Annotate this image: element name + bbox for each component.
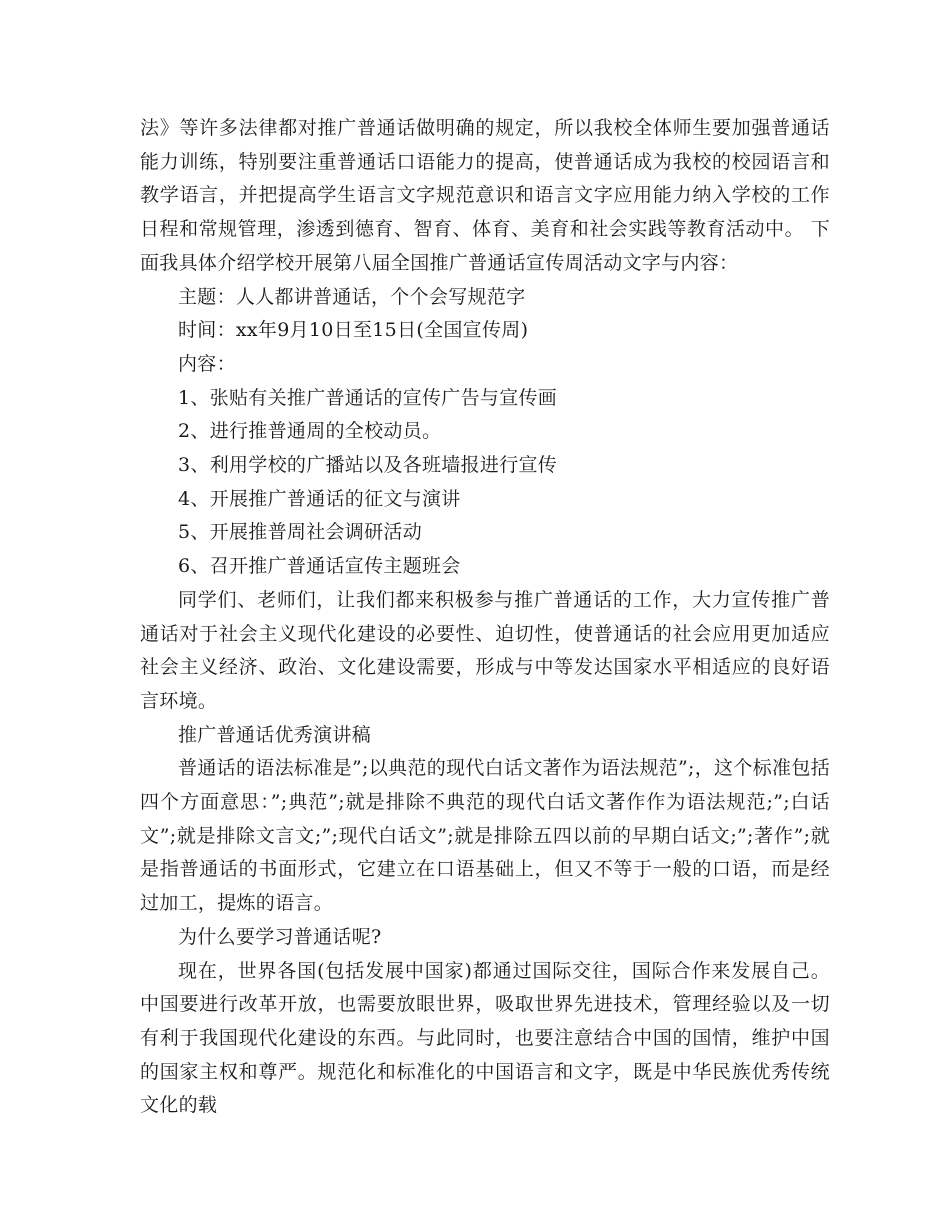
list-item: 1、张贴有关推广普通话的宣传广告与宣传画 <box>178 386 558 409</box>
section-question: 为什么要学习普通话呢? <box>178 925 382 948</box>
paragraph-international: 现在，世界各国(包括发展中国家)都通过国际交往，国际合作来发展自己。中国要进行改革开放，也需要放眼世界，吸取世界先进技术，管理经验以及一切有利于我国现代化建设的东西。与此同时，也要注意结合中国的国情，维护中国的国家主权和尊严。规范化和标准化的中国语言和文字，既是中华民族优秀传统文化的载 <box>140 959 830 1117</box>
paragraph-content-heading: 内容： <box>178 352 236 375</box>
paragraph-time: 时间：xx年9月10日至15日(全国宣传周) <box>178 319 529 342</box>
paragraph-theme: 主题：人人都讲普通话，个个会写规范字 <box>178 285 526 308</box>
section-heading: 推广普通话优秀演讲稿 <box>178 723 372 746</box>
paragraph-intro: 法》等许多法律都对推广普通话做明确的规定，所以我校全体师生要加强普通话能力训练，特别要注重普通话口语能力的提高，使普通话成为我校的校园语言和教学语言，并把提高学生语言文字规范意识和语言文字应用能力纳入学校的工作日程和常规管理，渗透到德育、智育、体育、美育和社会实践等教育活动中。 下面我具体介绍学校开展第八届全国推广普通话宣传周活动文字与内容： <box>140 117 830 274</box>
list-item: 5、开展推普周社会调研活动 <box>178 521 422 544</box>
list-item: 3、利用学校的广播站以及各班墙报进行宣传 <box>178 454 558 477</box>
list-item: 6、召开推广普通话宣传主题班会 <box>178 555 461 578</box>
document-body <box>140 112 830 1123</box>
paragraph-grammar-standard: 普通话的语法标准是”;以典范的现代白话文著作为语法规范”;，这个标准包括四个方面意思：”;典范”;就是排除不典范的现代白话文著作作为语法规范;”;白话文”;就是排除文言文;”;现代白话文”;就是排除五四以前的早期白话文;”;著作”;就是指普通话的书面形式，它建立在口语基础上，但又不等于一般的口语，而是经过加工，提炼的语言。 <box>140 757 830 915</box>
list-item: 4、开展推广普通话的征文与演讲 <box>178 487 461 510</box>
paragraph-appeal: 同学们、老师们，让我们都来积极参与推广普通话的工作，大力宣传推广普通话对于社会主义现代化建设的必要性、迫切性，使普通话的社会应用更加适应社会主义经济、政治、文化建设需要，形成与中等发达国家水平相适应的良好语言环境。 <box>140 588 830 712</box>
list-item: 2、进行推普通周的全校动员。 <box>178 420 442 443</box>
